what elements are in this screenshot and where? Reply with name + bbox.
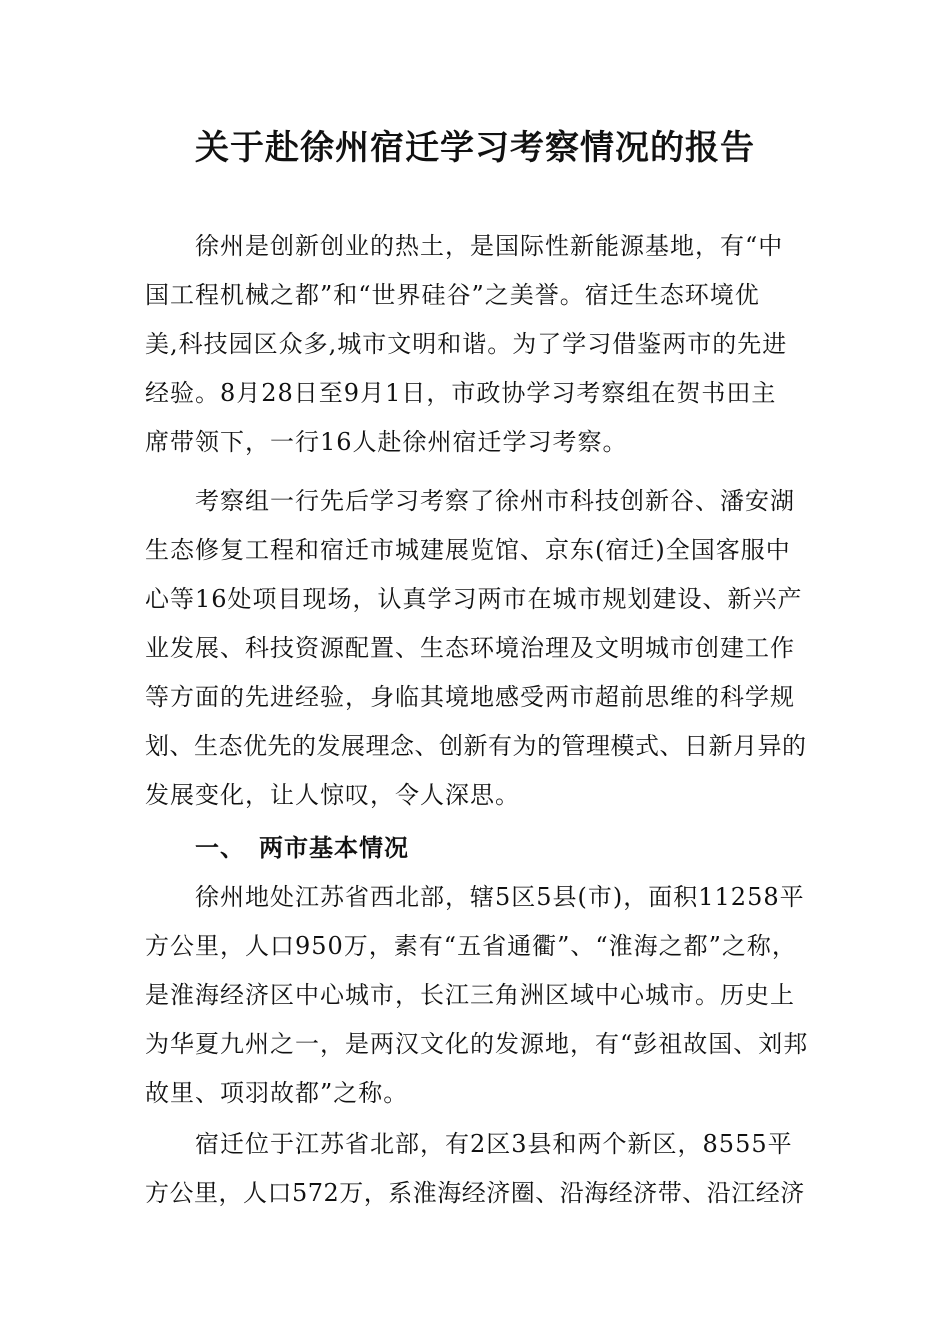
paragraph-line: 考察组一行先后学习考察了徐州市科技创新谷、潘安湖 — [195, 487, 795, 515]
section-title: 两市基本情况 — [259, 834, 409, 862]
paragraph-line: 徐州地处江苏省西北部，辖5区5县(市)，面积11258平 — [195, 883, 805, 911]
paragraph-line: 生态修复工程和宿迁市城建展览馆、京东(宿迁)全国客服中 — [145, 536, 791, 564]
paragraph-line: 故里、项羽故都”之称。 — [145, 1079, 409, 1107]
document-title: 关于赴徐州宿迁学习考察情况的报告 — [195, 128, 755, 168]
paragraph-line: 划、生态优先的发展理念、创新有为的管理模式、日新月异的 — [145, 732, 807, 760]
paragraph-line: 徐州是创新创业的热土，是国际性新能源基地，有“中 — [195, 232, 784, 260]
paragraph-line: 美,科技园区众多,城市文明和谐。为了学习借鉴两市的先进 — [145, 330, 788, 358]
paragraph-line: 方公里，人口572万，系淮海经济圈、沿海经济带、沿江经济 — [145, 1179, 805, 1207]
section-number: 一、 — [195, 834, 245, 862]
paragraph-visit — [145, 477, 810, 820]
paragraph-line: 席带领下，一行16人赴徐州宿迁学习考察。 — [145, 428, 628, 456]
paragraph-line: 国工程机械之都”和“世界硅谷”之美誉。宿迁生态环境优 — [145, 281, 760, 309]
paragraph-line: 发展变化，让人惊叹，令人深思。 — [145, 781, 520, 809]
paragraph-line: 等方面的先进经验，身临其境地感受两市超前思维的科学规 — [145, 683, 795, 711]
paragraph-line: 业发展、科技资源配置、生态环境治理及文明城市创建工作 — [145, 634, 795, 662]
paragraph-xuzhou — [145, 873, 810, 1118]
paragraph-line: 心等16处项目现场，认真学习两市在城市规划建设、新兴产 — [145, 585, 803, 613]
paragraph-line: 经验。8月28日至9月1日，市政协学习考察组在贺书田主 — [145, 379, 777, 407]
section-heading — [145, 824, 810, 873]
paragraph-line: 方公里，人口950万，素有“五省通衢”、“淮海之都”之称， — [145, 932, 797, 960]
paragraph-suqian — [145, 1120, 810, 1218]
paragraph-line: 是淮海经济区中心城市，长江三角洲区域中心城市。历史上 — [145, 981, 795, 1009]
paragraph-intro — [145, 222, 810, 467]
paragraph-line: 宿迁位于江苏省北部，有2区3县和两个新区，8555平 — [195, 1130, 793, 1158]
paragraph-line: 为华夏九州之一，是两汉文化的发源地，有“彭祖故国、刘邦 — [145, 1030, 809, 1058]
